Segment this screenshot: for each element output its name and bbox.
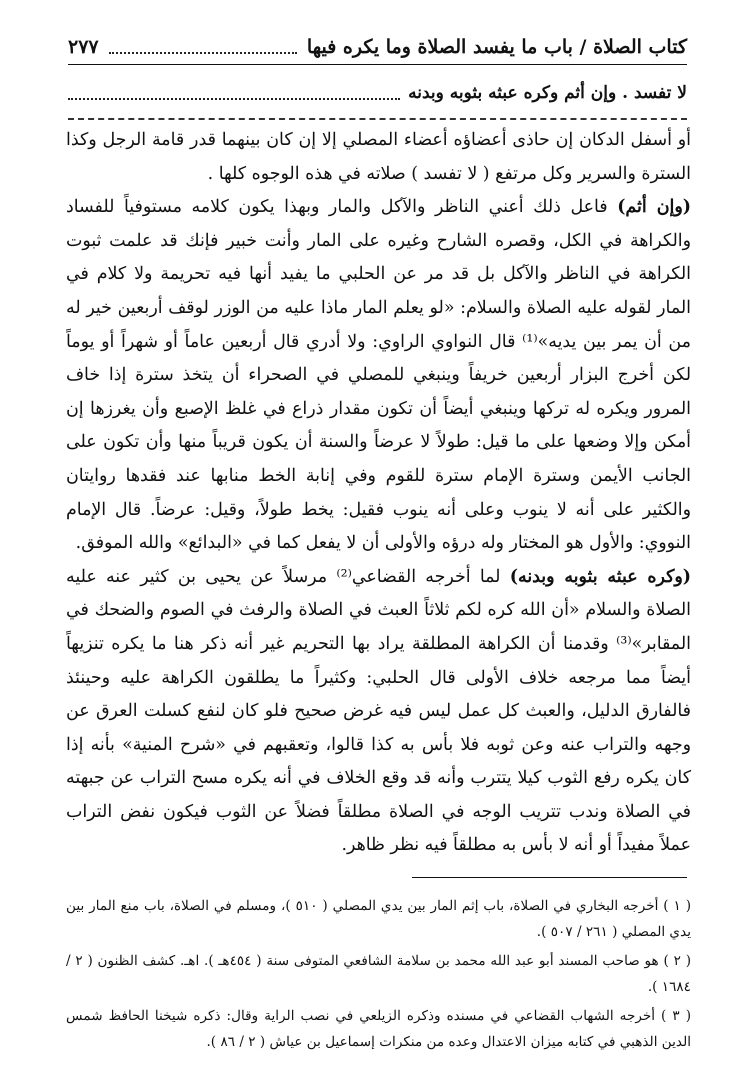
matn-dot-leader <box>68 86 400 100</box>
footnote-separator <box>412 877 687 878</box>
paragraph <box>66 561 691 863</box>
footnotes <box>66 893 691 1058</box>
paragraph-text: فاعل ذلك أعني الناظر والآكل والمار وبهذا يكون كلامه مستوفياً للفساد والكراهة في الكل، وقصره الشارح وغيره على المار وأنت خبير فإنك قد علمت ثبوت الكراهة في الناظر والآكل بل قد مر عن الحلبي ما يفيد أنها فيه تحريمة ولا كلام في المار لقوله عليه الصلاة والسلام: «لو يعلم المار ماذا عليه من الوزر لوقف أربعين خير له من أن يمر بين يديه»⁽¹⁾ قال النواوي الراوي: ولا أدري قال أربعين عاماً أو شهراً أو يوماً لكن أخرج البزار أربعين خريفاً وينبغي للمصلي في الصحراء أن يتخذ سترة إذا خاف المرور ويكره له تركها وينبغي أيضاً أن تكون مقدار ذراع في غلظ الإصبع وأن يغرزها إن أمكن وإلا وضعها على ما قيل: طولاً لا عرضاً والسنة أن يكون قريباً منها وأن تكون على الجانب الأيمن وسترة الإمام سترة للقوم وفي إنابة الخط منابها عند فقدها روايتان والكثير على أنه لا ينوب وعلى أنه ينوب فقيل: يخط طولاً، وقيل: عرضاً. قال الإمام النووي: والأول هو المختار وله درؤه والأولى أن لا يفعل كما في «البدائع» والله الموفق. <box>66 197 691 554</box>
matn-line <box>68 78 687 108</box>
paragraph-head: (وكره عبثه بثوبه وبدنه) <box>509 566 691 587</box>
page-number: ٢٧٧ <box>68 36 99 58</box>
paragraph-text: أو أسفل الدكان إن حاذى أعضاؤه أعضاء المصلي إلا إن كان بينهما قدر قامة الرجل وكذا السترة والسرير وكل مرتفع ( لا تفسد ) صلاته في هذه الوجوه كلها . <box>66 130 691 184</box>
header-dot-leader <box>109 40 297 54</box>
chapter-title: كتاب الصلاة / باب ما يفسد الصلاة وما يكره فيها <box>306 36 687 58</box>
dashed-divider <box>68 118 687 120</box>
paragraph <box>66 124 691 191</box>
footnote: ( ٣ ) أخرجه الشهاب القضاعي في مسنده وذكره الزيلعي في نصب الراية وقال: ذكره شيخنا الحافظ شمس الدين الذهبي في كتابه ميزان الاعتدال وعده من منكرات إسماعيل بن عياش ( ٢ / ٨٦ ). <box>66 1008 692 1050</box>
running-header <box>68 30 687 65</box>
footnote: ( ٢ ) هو صاحب المسند أبو عبد الله محمد بن سلامة الشافعي المتوفى سنة ( ٤٥٤هـ ). اهـ. كشف الظنون ( ٢ / ١٦٨٤ ). <box>66 953 692 995</box>
commentary-body <box>66 124 691 863</box>
footnote: ( ١ ) أخرجه البخاري في الصلاة، باب إثم المار بين يدي المصلي ( ٥١٠ )، ومسلم في الصلاة، باب منع المار بين يدي المصلي ( ٢٦١ / ٥٠٧ ). <box>66 898 692 940</box>
paragraph-text: لما أخرجه القضاعي⁽²⁾ مرسلاً عن يحيى بن كثير عنه عليه الصلاة والسلام «أن الله كره لكم ثلاثاً العبث في الصلاة والرفث في الصوم والضحك في المقابر»⁽³⁾ وقدمنا أن الكراهة المطلقة يراد بها التحريم غير أنه ذكر هنا ما يكره تنزيهاً أيضاً مما مرجعه خلاف الأولى قال الحلبي: وكثيراً ما يطلقون الكراهة عليه وحينئذ فالفارق الدليل، والعبث كل عمل ليس فيه غرض صحيح فلو كان لنفع كسلت العرق عن وجهه والتراب عنه وعن ثوبه فلا بأس به كذا قالوا، وتعقبهم في «شرح المنية» بأنه إذا كان يكره رفع الثوب كيلا يتترب وأنه قد وقع الخلاف في أنه يكره مسح التراب عن جبهته في الصلاة وندب تتريب الوجه في الصلاة مطلقاً فضلاً عن الثوب فيكون نفض التراب عملاً مفيداً أو أنه لا بأس به مطلقاً فيه نظر ظاهر. <box>66 566 691 856</box>
paragraph <box>66 191 691 561</box>
matn-text: لا تفسد . وإن أثم وكره عبثه بثوبه وبدنه <box>408 83 687 103</box>
paragraph-head: (وإن أثم) <box>617 197 691 218</box>
